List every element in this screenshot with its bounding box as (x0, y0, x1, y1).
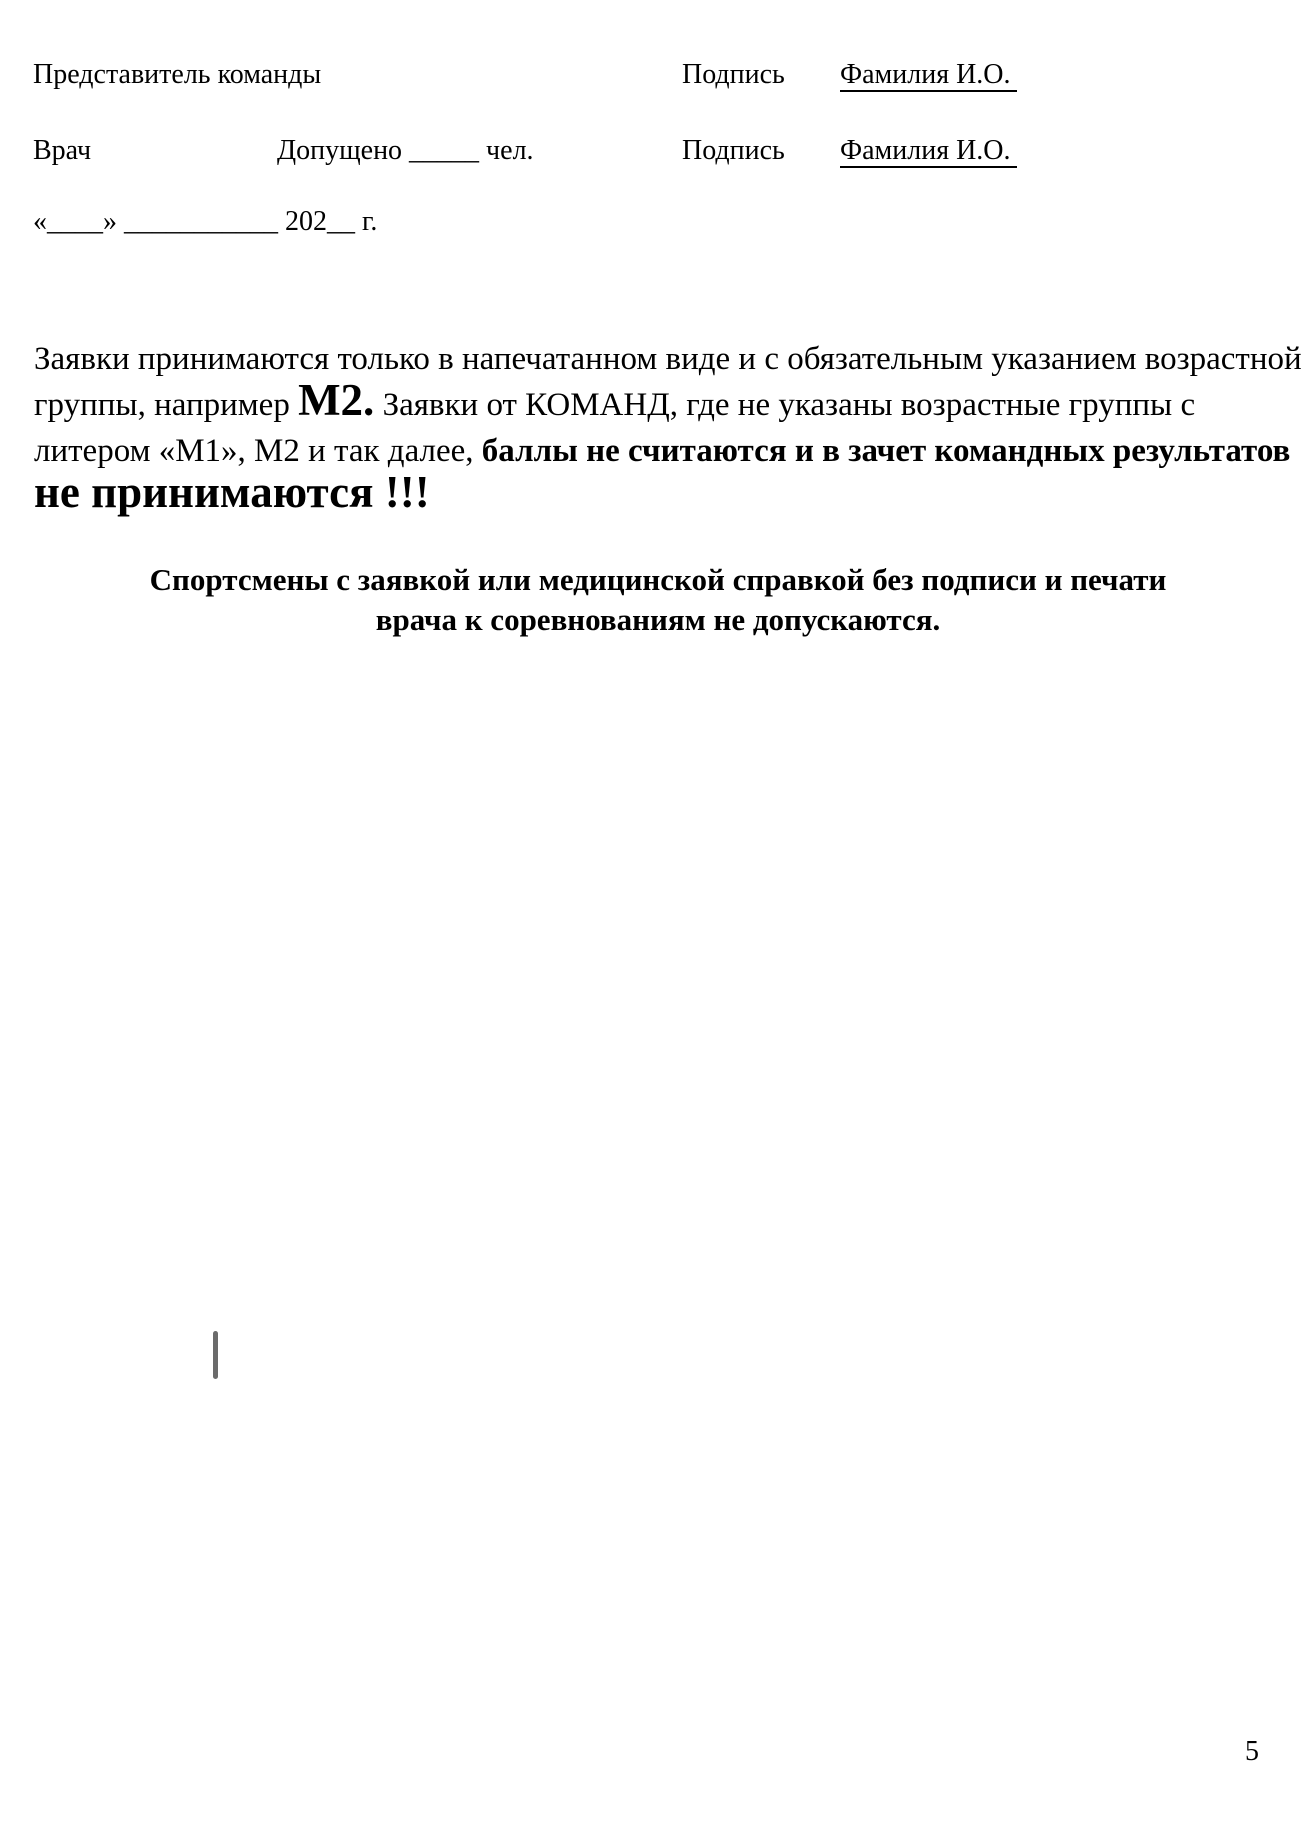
application-notice-paragraph (34, 336, 1302, 520)
age-group-example-m2: М2. (298, 375, 375, 425)
signature-label-row1: Подпись (682, 59, 785, 90)
name-blank-row1 (840, 58, 1017, 92)
page-number: 5 (1245, 1736, 1259, 1767)
admitted-count-blank: Допущено _____ чел. (277, 135, 534, 166)
notice-line3-text: литером «М1», М2 и так далее, (34, 433, 482, 469)
name-placeholder-row1: Фамилия И.О. (840, 60, 1017, 92)
warning-line-1: Спортсмены с заявкой или медицинской справкой без подписи и печати (149, 562, 1167, 597)
notice-line3-bold-text: баллы не считаются и в зачет командных результатов (481, 433, 1291, 469)
notice-line2-continuation: Заявки от КОМАНД, где не указаны возрастные группы с (374, 387, 1196, 423)
notice-line-4 (34, 467, 1294, 520)
notice-line-2 (34, 375, 1294, 428)
medical-warning-block (33, 560, 1283, 640)
notice-line-1: Заявки принимаются только в напечатанном виде и с обязательным указанием возрастной (34, 341, 1302, 377)
cursor-artifact (213, 1331, 218, 1379)
notice-line2-text: группы, например (34, 387, 299, 423)
name-blank-row2 (840, 134, 1017, 168)
not-accepted-emphasis: не принимаются !!! (34, 467, 430, 517)
warning-line-2: врача к соревнованиям не допускаются. (375, 602, 941, 637)
date-blank-line: «____» ___________ 202__ г. (33, 206, 378, 237)
signature-label-row2: Подпись (682, 135, 785, 166)
team-representative-label: Представитель команды (33, 59, 322, 90)
doctor-label: Врач (33, 135, 92, 166)
name-placeholder-row2: Фамилия И.О. (840, 136, 1017, 168)
